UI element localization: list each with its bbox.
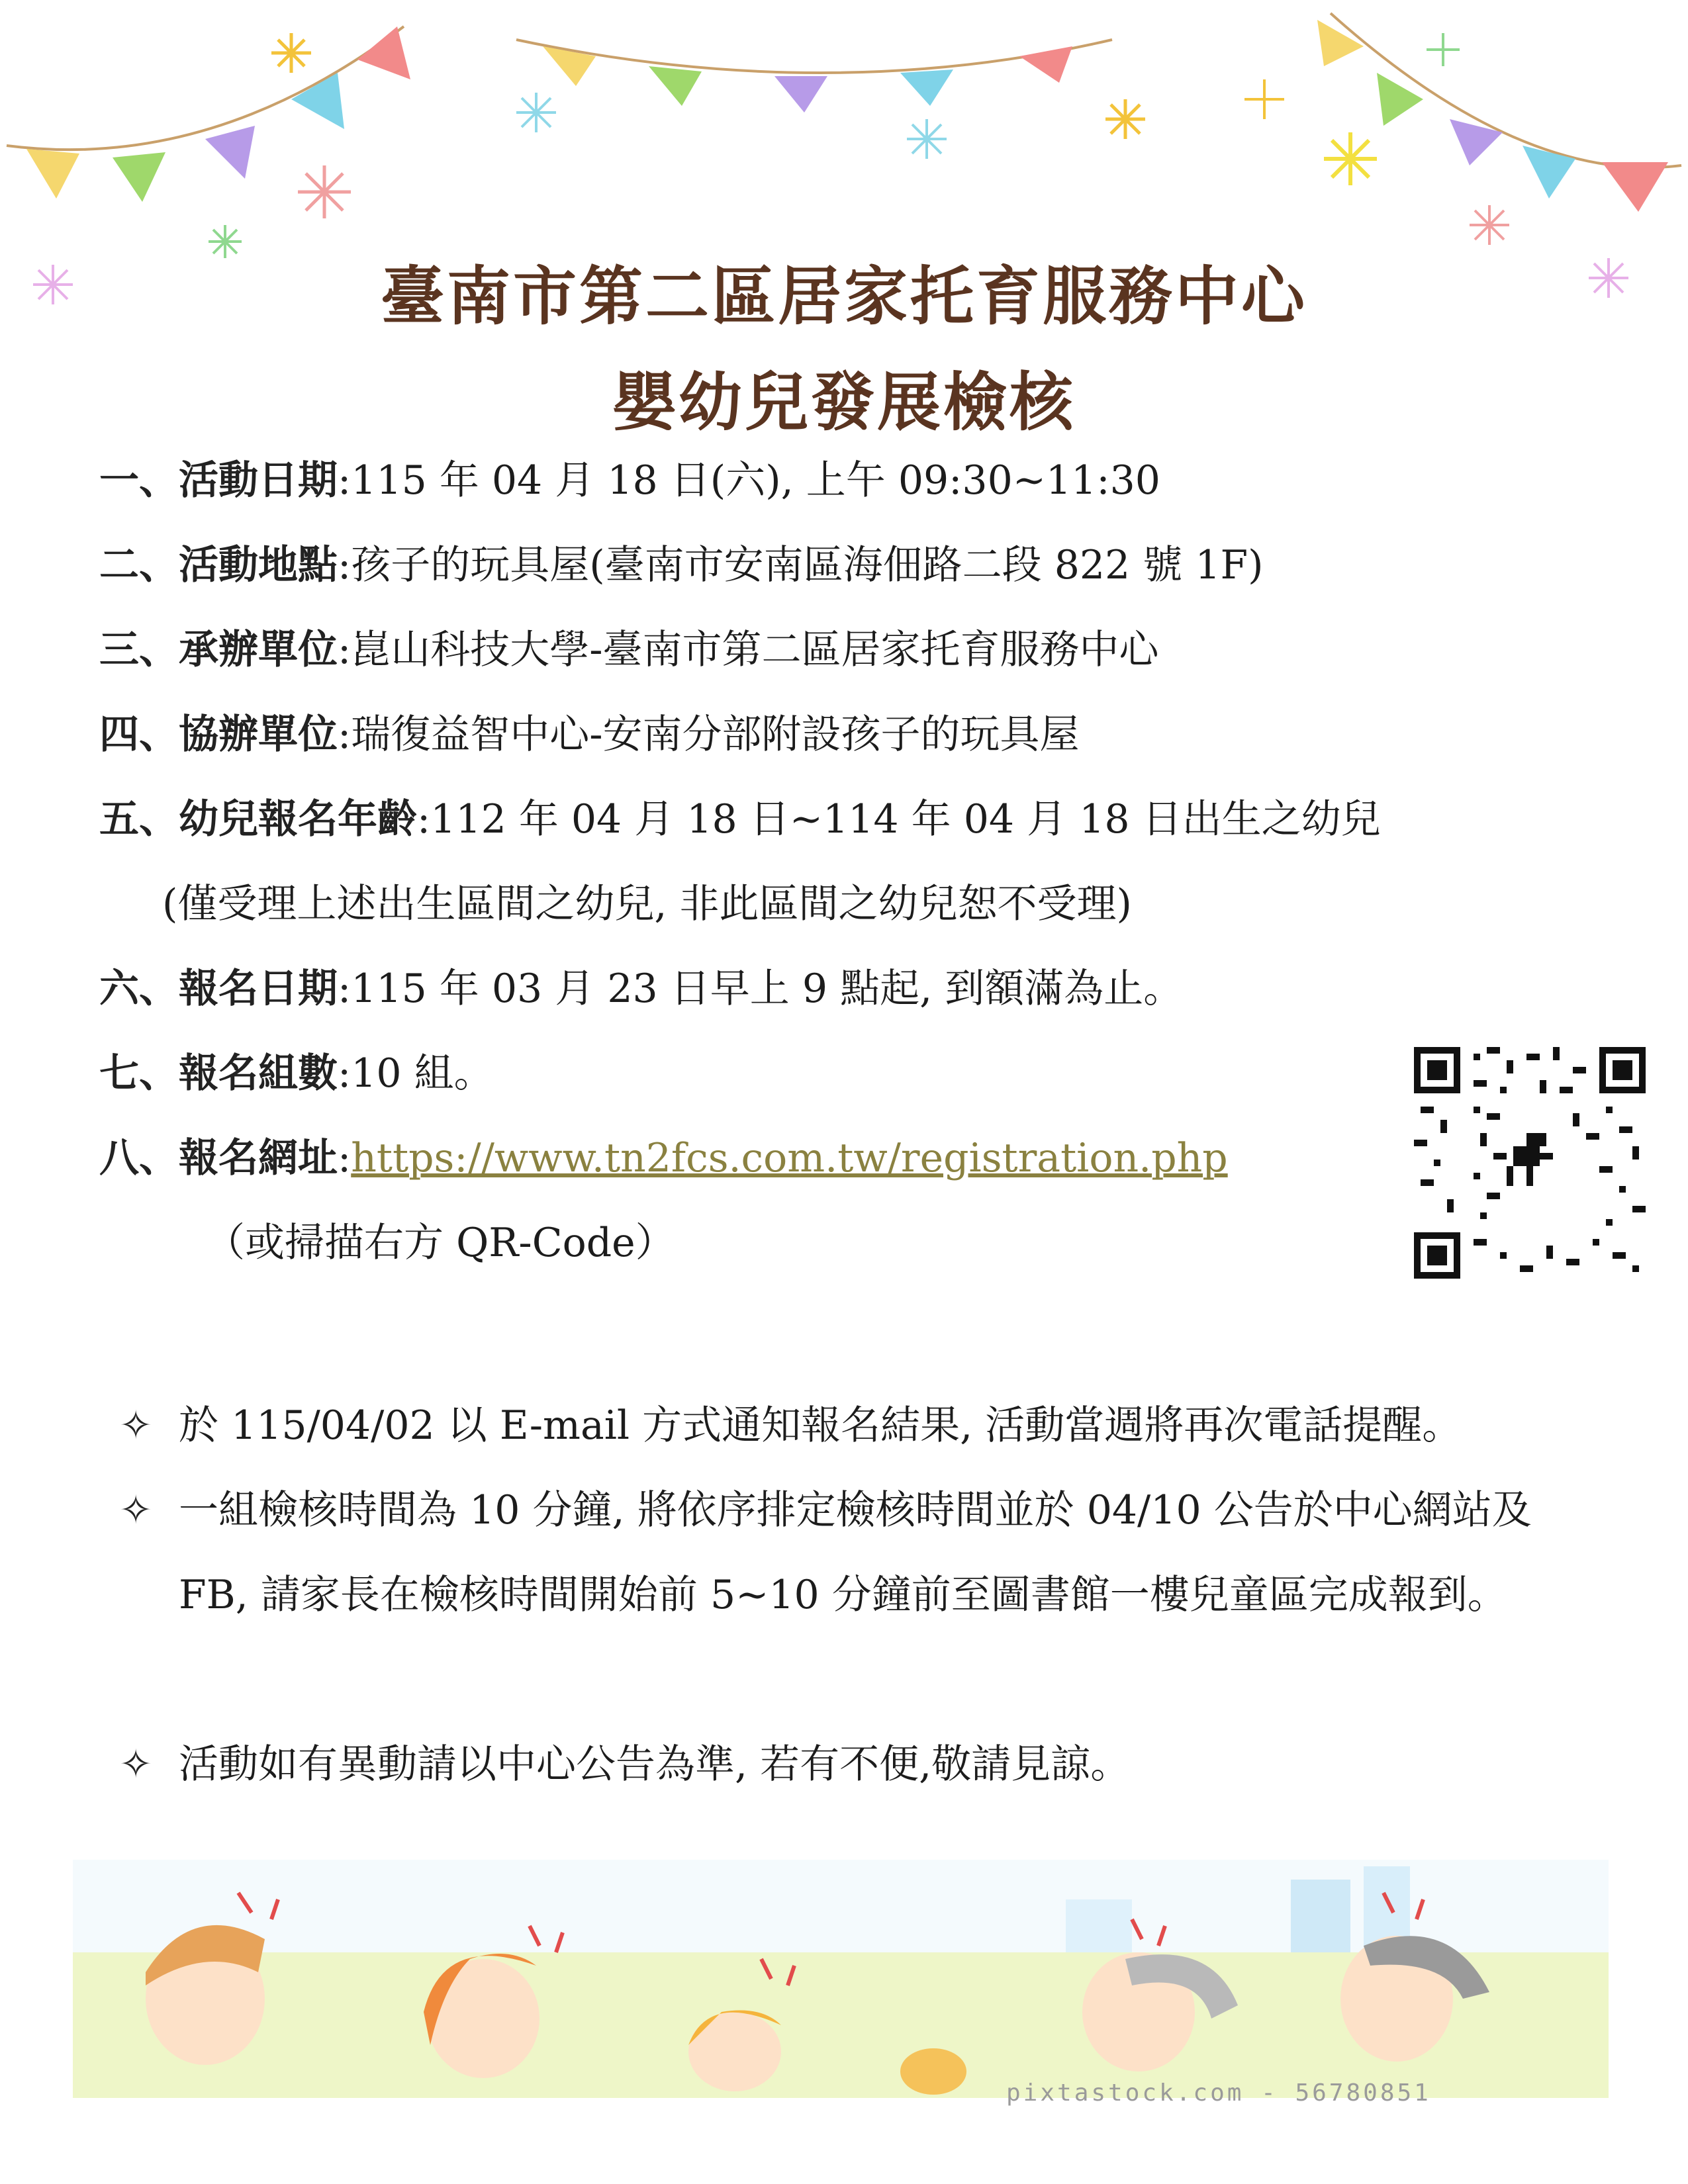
item-separator: : [338, 1135, 352, 1181]
item-value: 115 年 03 月 23 日早上 9 點起, 到額滿為止。 [351, 966, 1184, 1012]
item-label: 報名日期 [179, 966, 338, 1012]
item-registration-date [99, 965, 1183, 1013]
notice-item [119, 1722, 1602, 1807]
item-label: 活動地點 [179, 542, 338, 588]
notice-text: 於 115/04/02 以 E-mail 方式通知報名結果, 活動當週將再次電話提醒。 [179, 1402, 1462, 1449]
page-title: 臺南市第二區居家托育服務中心 [381, 259, 1307, 334]
watermark: pixtastock.com - 56780851 [1006, 2079, 1431, 2107]
item-number: 三、 [99, 627, 179, 673]
registration-link[interactable]: https://www.tn2fcs.com.tw/registration.php [351, 1135, 1228, 1181]
item-number: 八、 [99, 1135, 179, 1181]
item-organizer [99, 626, 1159, 674]
family-illustration [73, 1860, 1609, 2098]
sparkle-icon: ✧ [119, 1402, 153, 1449]
item-separator: : [338, 966, 352, 1012]
item-number: 五、 [99, 796, 179, 842]
item-number: 二、 [99, 542, 179, 588]
item-group-count [99, 1050, 494, 1097]
item-value: 10 組。 [351, 1050, 494, 1097]
item-value: 115 年 04 月 18 日(六), 上午 09:30~11:30 [351, 457, 1160, 504]
item-co-organizer [99, 711, 1080, 758]
notice-item [119, 1468, 1602, 1637]
item-number: 四、 [99, 711, 179, 758]
item-value: 112 年 04 月 18 日~114 年 04 月 18 日出生之幼兒 [430, 796, 1381, 842]
notice-text: 活動如有異動請以中心公告為準, 若有不便,敬請見諒。 [179, 1741, 1131, 1788]
item-separator: : [338, 457, 352, 504]
item-label: 幼兒報名年齡 [179, 796, 417, 842]
notice-text: 一組檢核時間為 10 分鐘, 將依序排定檢核時間並於 04/10 公告於中心網站及 FB, 請家長在檢核時間開始前 5~10 分鐘前至圖書館一樓兒童區完成報到。 [179, 1487, 1532, 1618]
item-separator: : [338, 627, 352, 673]
item-number: 一、 [99, 457, 179, 504]
item-label: 協辦單位 [179, 711, 338, 758]
item-number: 六、 [99, 966, 179, 1012]
item-label: 承辦單位 [179, 627, 338, 673]
item-value: 瑞復益智中心-安南分部附設孩子的玩具屋 [351, 711, 1080, 758]
item-date [99, 457, 1160, 504]
age-note [162, 880, 1132, 928]
qr-note-text: （或掃描右方 QR-Code） [205, 1220, 675, 1266]
item-registration-url [99, 1134, 1228, 1182]
notice-item [119, 1383, 1602, 1468]
item-separator: : [417, 796, 431, 842]
item-age [99, 796, 1381, 843]
sparkle-icon: ✧ [119, 1741, 153, 1788]
item-separator: : [338, 711, 352, 758]
age-note-text: (僅受理上述出生區間之幼兒, 非此區間之幼兒恕不受理) [162, 881, 1132, 927]
sparkle-icon: ✧ [119, 1487, 153, 1533]
item-separator: : [338, 1050, 352, 1097]
item-label: 報名組數 [179, 1050, 338, 1097]
item-number: 七、 [99, 1050, 179, 1097]
qr-note [205, 1219, 675, 1267]
item-label: 報名網址 [179, 1135, 338, 1181]
item-label: 活動日期 [179, 457, 338, 504]
item-location [99, 541, 1264, 589]
item-value: 孩子的玩具屋(臺南市安南區海佃路二段 822 號 1F) [351, 542, 1264, 588]
item-separator: : [338, 542, 352, 588]
item-value: 崑山科技大學-臺南市第二區居家托育服務中心 [351, 627, 1159, 673]
page-subtitle: 嬰幼兒發展檢核 [612, 365, 1076, 439]
qr-code[interactable] [1414, 1047, 1646, 1279]
